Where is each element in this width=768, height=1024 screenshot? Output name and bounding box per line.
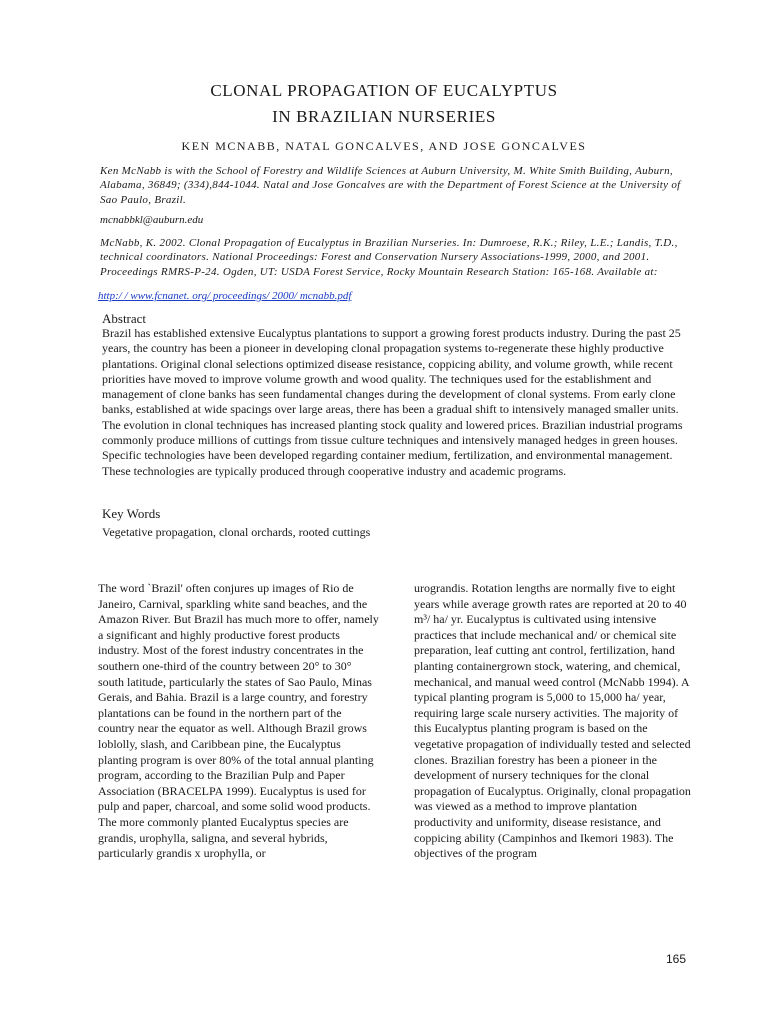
keywords-heading: Key Words [102,506,161,521]
paper-title-line-2: IN BRAZILIAN NURSERIES [272,107,496,126]
page-number: 165 [666,952,687,966]
body-column-left: The word `Brazil' often conjures up images of Rio de Janeiro, Carnival, sparkling white sand beaches, and the Amazon River. But Brazil has much more to offer, namely a significant and highly productive forest products industry. Most of the forest industry concentrates in the southern one-third of the country between 20° to 30° south latitude, particularly the states of Sao Paulo, Minas Gerais, and Bahia. Brazil is a large country, and forestry plantations can be found in the northern part of the country near the equator as well. Although Brazil grows loblolly, slash, and Caribbean pine, the Eucalyptus planting program is over 80% of the total annual planting program, according to the Brazilian Pulp and Paper Association (BRACELPA 1999). Eucalyptus is used for pulp and paper, charcoal, and some solid wood products. The more commonly planted Eucalyptus species are grandis, urophylla, saligna, and several hybrids, particularly grandis x urophylla, or [98,581,379,861]
citation-block: McNabb, K. 2002. Clonal Propagation of Eucalyptus in Brazilian Nurseries. In: Dumroese, R.K.; Riley, L.E.; Landis, T.D., technical coordinators. National Proceedings: Forest and Conservation Nursery Associations-1999, 2000, and 2001. Proceedings RMRS-P-24. Ogden, UT: USDA Forest Service, Rocky Mountain Research Station: 165-168. Available at: [100,237,678,278]
abstract-heading: Abstract [102,311,147,326]
pdf-link[interactable]: http:/ / www.fcnanet. org/ proceedings/ 2000/ mcnabb.pdf [98,290,352,302]
keywords-text: Vegetative propagation, clonal orchards, rooted cuttings [102,525,371,539]
author-affiliation: Ken McNabb is with the School of Forestry and Wildlife Sciences at Auburn University, M. White Smith Building, Auburn, Alabama, 36849; (334),844-1044. Natal and Jose Goncalves are with the Department of Forest Science at the University of Sao Paulo, Brazil. [100,165,681,206]
author-list: KEN MCNABB, NATAL GONCALVES, AND JOSE GONCALVES [181,139,587,153]
body-column-right: urograndis. Rotation lengths are normally five to eight years while average growth rates are reported at 20 to 40 m³/ ha/ yr. Eucalyptus is cultivated using intensive practices that include mechanical and/ or chemical site preparation, leaf cutting ant control, fertilization, hand planting containergrown stock, watering, and chemical, mechanical, and manual weed control (McNabb 1994). A typical planting program is 5,000 to 15,000 ha/ year, requiring large scale nursery activities. The majority of this Eucalyptus planting program is based on the vegetative propagation of individually tested and selected clones. Brazilian forestry has been a pioneer in the development of nursery techniques for the clonal propagation of Eucalyptus. Originally, clonal propagation was viewed as a method to improve plantation productivity and uniformity, disease resistance, and coppicing ability (Campinhos and Ikemori 1983). The objectives of the program [414,581,691,861]
contact-email: mcnabbkl@auburn.edu [100,214,204,226]
paper-title-line-1: CLONAL PROPAGATION OF EUCALYPTUS [210,81,558,100]
abstract-text: Brazil has established extensive Eucalyptus plantations to support a growing forest products industry. During the past 25 years, the country has been a pioneer in developing clonal propagation systems to-regenerate these highly productive plantations. Original clonal selections optimized disease resistance, coppicing ability, and volume growth, while recent priorities have moved to improve volume growth and wood quality. The techniques used for the establishment and management of clone banks has seen fundamental changes during the development of clonal systems. From early clone banks, established at wide spacings over large areas, there has been a gradual shift to intensively managed smaller units. The evolution in clonal techniques has increased planting stock quality and lowered prices. Brazilian industrial programs commonly produce millions of cuttings from tissue culture techniques and intensively managed hedges in green houses. Specific technologies have been developed regarding container medium, fertilization, and environmental management. These technologies are typically produced through cooperative industry and academic programs. [102,326,683,478]
